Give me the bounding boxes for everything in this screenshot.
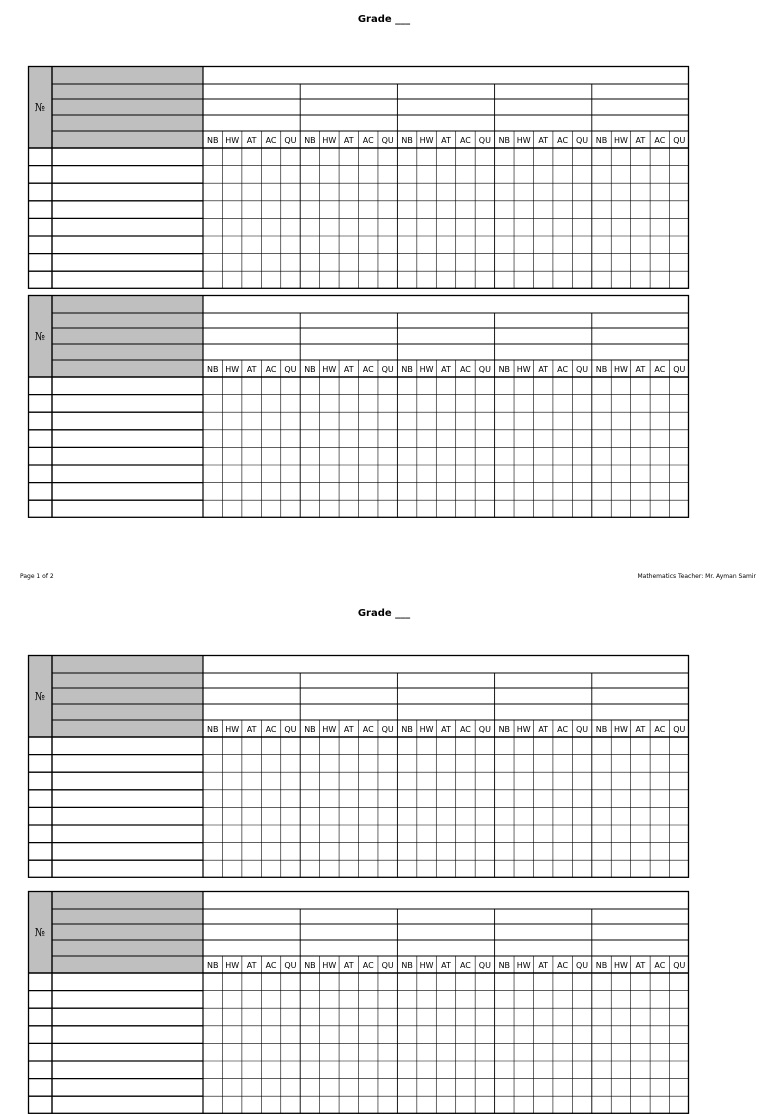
student-row[interactable] — [28, 483, 689, 501]
column-code-label: AC — [362, 135, 374, 145]
column-code-label: QU — [284, 960, 297, 970]
column-code-label: AC — [654, 724, 666, 734]
student-row[interactable] — [28, 1008, 689, 1026]
column-code-label: AC — [265, 724, 277, 734]
column-code-label: HW — [322, 135, 337, 145]
column-code-label: NB — [304, 960, 316, 970]
column-code-label: AC — [362, 724, 374, 734]
column-code-label: AC — [459, 724, 471, 734]
student-row[interactable] — [28, 447, 689, 465]
column-code-label: NB — [401, 364, 413, 374]
student-row[interactable] — [28, 843, 689, 861]
column-code-label: AT — [441, 724, 451, 734]
student-row[interactable] — [28, 1043, 689, 1061]
column-code-label: QU — [478, 364, 491, 374]
column-code-label: AC — [459, 960, 471, 970]
column-code-label: HW — [419, 724, 434, 734]
grade-table-svg — [28, 891, 689, 1114]
column-code-label: QU — [478, 724, 491, 734]
column-code-label: AT — [635, 960, 646, 970]
column-code-label: AC — [459, 135, 471, 145]
column-code-label: AT — [538, 135, 549, 145]
column-code-label: NB — [206, 135, 219, 145]
column-code-label: AC — [557, 364, 569, 374]
column-code-label: NB — [595, 364, 608, 374]
student-row[interactable] — [28, 500, 689, 518]
column-code-label: HW — [516, 724, 531, 734]
column-code-label: HW — [614, 960, 628, 970]
column-code-label: NB — [401, 135, 413, 145]
column-code-label: HW — [516, 960, 531, 970]
student-row[interactable] — [28, 790, 689, 808]
page-2-title: Grade ___ — [357, 608, 411, 619]
column-code-label: QU — [478, 960, 491, 970]
name-header-cell — [52, 891, 203, 973]
column-code-label: AC — [557, 135, 569, 145]
student-row[interactable] — [28, 395, 689, 413]
student-row[interactable] — [28, 183, 689, 201]
student-row[interactable] — [28, 236, 689, 254]
student-row[interactable] — [28, 991, 689, 1009]
grade-table-3 — [28, 655, 689, 878]
column-code-label: AT — [441, 364, 451, 374]
column-code-label: HW — [322, 724, 337, 734]
column-code-label: NB — [206, 724, 219, 734]
column-code-label: QU — [284, 135, 297, 145]
column-code-label: AT — [343, 135, 354, 145]
student-row[interactable] — [28, 1079, 689, 1097]
column-code-label: QU — [381, 135, 394, 145]
column-code-label: AT — [343, 724, 354, 734]
number-symbol: № — [34, 689, 46, 703]
column-code-label: QU — [576, 960, 589, 970]
student-row[interactable] — [28, 973, 689, 991]
student-row[interactable] — [28, 1096, 689, 1114]
grade-table-svg — [28, 66, 689, 289]
column-code-label: AT — [538, 960, 549, 970]
column-code-label: NB — [401, 960, 413, 970]
column-code-label: AC — [557, 960, 569, 970]
name-header-cell — [52, 66, 203, 148]
column-code-label: AT — [343, 960, 354, 970]
column-code-label: AC — [654, 364, 666, 374]
column-code-label: HW — [419, 135, 434, 145]
page-number-footer: Page 1 of 2 — [20, 573, 54, 580]
student-row[interactable] — [28, 148, 689, 166]
column-code-label: QU — [284, 724, 297, 734]
column-code-label: AT — [635, 364, 646, 374]
column-code-label: AC — [265, 960, 277, 970]
column-code-label: QU — [381, 364, 394, 374]
student-row[interactable] — [28, 465, 689, 483]
column-code-label: QU — [673, 724, 686, 734]
column-code-label: AT — [343, 364, 354, 374]
number-symbol: № — [34, 329, 46, 343]
student-row[interactable] — [28, 825, 689, 843]
teacher-footer: Mathematics Teacher: Mr. Ayman Samir — [637, 573, 756, 580]
column-code-label: QU — [576, 135, 589, 145]
grade-table-1 — [28, 66, 689, 289]
column-code-label: HW — [516, 135, 531, 145]
column-code-label: NB — [595, 135, 608, 145]
number-symbol: № — [34, 925, 46, 939]
column-code-label: AC — [265, 364, 277, 374]
column-code-label: NB — [304, 364, 316, 374]
column-code-label: HW — [614, 135, 628, 145]
column-code-label: QU — [673, 364, 686, 374]
column-code-label: HW — [419, 364, 434, 374]
column-code-label: QU — [576, 724, 589, 734]
student-row[interactable] — [28, 772, 689, 790]
column-code-label: AC — [557, 724, 569, 734]
student-row[interactable] — [28, 218, 689, 236]
grade-table-svg — [28, 655, 689, 878]
column-code-label: NB — [498, 364, 511, 374]
student-row[interactable] — [28, 737, 689, 755]
column-code-label: HW — [614, 364, 628, 374]
column-code-label: NB — [498, 135, 511, 145]
column-code-label: AT — [246, 724, 257, 734]
student-row[interactable] — [28, 807, 689, 825]
column-code-label: NB — [498, 960, 511, 970]
column-code-label: HW — [322, 364, 337, 374]
column-code-label: AT — [441, 960, 451, 970]
student-row[interactable] — [28, 254, 689, 272]
column-code-label: NB — [304, 724, 316, 734]
column-code-label: HW — [322, 960, 337, 970]
column-code-label: AT — [246, 135, 257, 145]
column-code-label: NB — [206, 364, 219, 374]
student-row[interactable] — [28, 412, 689, 430]
column-code-label: AT — [441, 135, 451, 145]
column-code-label: HW — [225, 135, 240, 145]
column-code-label: QU — [284, 364, 297, 374]
column-code-label: HW — [419, 960, 434, 970]
column-code-label: NB — [595, 960, 608, 970]
column-code-label: QU — [478, 135, 491, 145]
student-row[interactable] — [28, 271, 689, 289]
column-code-label: AC — [362, 960, 374, 970]
student-row[interactable] — [28, 860, 689, 878]
column-code-label: NB — [595, 724, 608, 734]
column-code-label: AC — [362, 364, 374, 374]
column-code-label: NB — [401, 724, 413, 734]
student-row[interactable] — [28, 430, 689, 448]
column-code-label: QU — [381, 724, 394, 734]
student-row[interactable] — [28, 1026, 689, 1044]
column-code-label: NB — [498, 724, 511, 734]
column-code-label: AT — [635, 724, 646, 734]
column-code-label: AT — [538, 364, 549, 374]
page-1-title: Grade ___ — [357, 14, 411, 25]
column-code-label: AC — [265, 135, 277, 145]
grade-table-svg — [28, 295, 689, 518]
column-code-label: AT — [246, 960, 257, 970]
column-code-label: QU — [576, 364, 589, 374]
grade-table-4 — [28, 891, 689, 1114]
column-code-label: AT — [246, 364, 257, 374]
column-code-label: HW — [516, 364, 531, 374]
column-code-label: HW — [614, 724, 628, 734]
column-code-label: AC — [654, 135, 666, 145]
student-row[interactable] — [28, 166, 689, 184]
column-code-label: QU — [673, 960, 686, 970]
column-code-label: QU — [381, 960, 394, 970]
student-row[interactable] — [28, 1061, 689, 1079]
column-code-label: AT — [635, 135, 646, 145]
name-header-cell — [52, 295, 203, 377]
student-row[interactable] — [28, 755, 689, 773]
column-code-label: AC — [654, 960, 666, 970]
student-row[interactable] — [28, 377, 689, 395]
student-row[interactable] — [28, 201, 689, 219]
column-code-label: HW — [225, 724, 240, 734]
column-code-label: AT — [538, 724, 549, 734]
column-code-label: HW — [225, 960, 240, 970]
column-code-label: NB — [206, 960, 219, 970]
column-code-label: AC — [459, 364, 471, 374]
grade-table-2 — [28, 295, 689, 518]
column-code-label: NB — [304, 135, 316, 145]
column-code-label: HW — [225, 364, 240, 374]
column-code-label: QU — [673, 135, 686, 145]
name-header-cell — [52, 655, 203, 737]
number-symbol: № — [34, 100, 46, 114]
